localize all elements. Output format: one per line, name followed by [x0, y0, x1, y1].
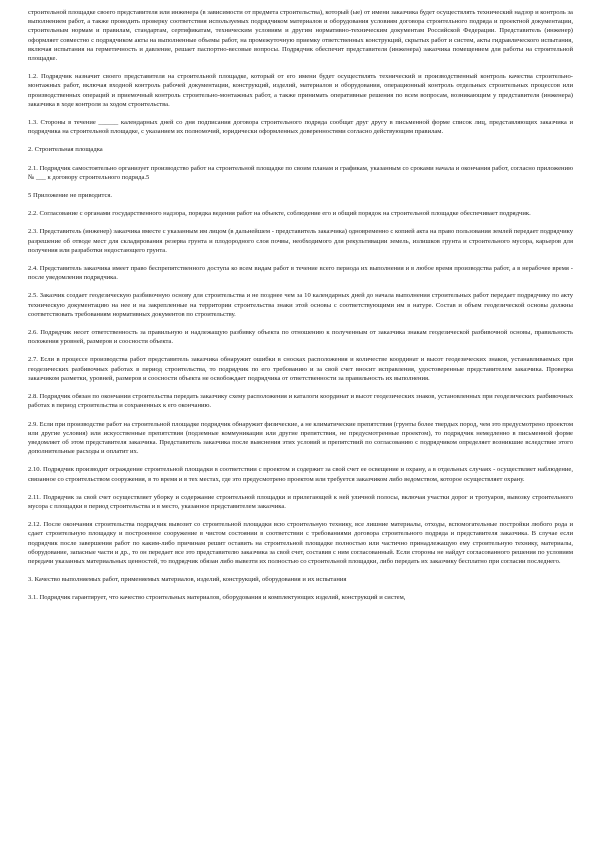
- paragraph-2-2: 2.2. Согласование с органами государственного надзора, порядка ведения работ на объекте, соблюдение его и общий порядок на строительной площадке обеспечивает подрядчик.: [28, 210, 531, 218]
- footnote-5: 5 Приложение не приводится.: [28, 192, 113, 200]
- paragraph-2-6: 2.6. Подрядчик несет ответственность за правильную и надлежащую разбивку объекта по отношению к полученным от заказчика знакам геодезической разбивочной основы, правильность положения уровней, размеров и соосности объекта.: [28, 329, 573, 346]
- section-2-heading: 2. Строительная площадка: [28, 146, 103, 154]
- paragraph-2-8: 2.8. Подрядчик обязан по окончании строительства передать заказчику схему расположения и каталоги координат и высот геодезических знаков, установленных при геодезических разбивочных работах в период строительства и сохраненных к его окончанию.: [28, 393, 573, 410]
- paragraph-1-3: 1.3. Стороны в течение ______ календарных дней со дня подписания договора строительного подряда сообщат друг другу в письменной форме список лиц, представляющих заказчика и подрядчика на строительной площадке, с указанием их полномочий, юридически оформленных доверенностями согласно действующим правилам.: [28, 119, 573, 136]
- paragraph-2-11: 2.11. Подрядчик за свой счет осуществляет уборку и содержание строительной площадки и прилегающей к ней уличной полосы, включая участки дорог и тротуаров, вывозку строительного мусора с площадки в период строительства и в место, указанное представителем заказчика.: [28, 493, 573, 510]
- document-page: [28, 8, 573, 612]
- intro-paragraph: строительной площадке своего представителя или инженера (в зависимости от предмета строительства), который (ые) от имени заказчика будет осуществлять технический надзор и контроль за выполнением работ, а также проводить проверку соответствия используемых подрядчиком материалов и оборудования условиям договора строительного подряда и проектной документации, строительным нормам и правилам, стандартам, сертификатам, техническим условиям и другим нормативно-техническим документам Российской Федерации. Представитель (инженер) оформляет совместно с подрядчиком акты на выполненные объемы работ, на промежуточную приемку ответственных конструкций, скрытых работ и систем, акты гидравлического испытания, включая испытания на герметичность и давление, решает паспортно-весовые вопросы. Подрядчик обеспечит представителя (инженера) заказчика помещением для работы на строительной площадке.: [28, 9, 573, 63]
- paragraph-2-10: 2.10. Подрядчик производит ограждение строительной площадки в соответствии с проектом и содержит за свой счет ее освещение и охрану, а в отдельных случаях - осуществляет наблюдение, связанное со строительством сооружения, в то время и в тех местах, где это предусмотрено проектом или требуется заказчиком либо ведомством, которое осуществляет охрану.: [28, 466, 573, 483]
- paragraph-2-3: 2.3. Представитель (инженер) заказчика вместе с указанным им лицом (в дальнейшем - представитель заказчика) одновременно с копией акта на право пользования землей передает подрядчику разрешение об отводе мест для складирования резерва грунта и плодородного слоя почвы, необходимого для рекультивации земель, излишков грунта и строительного мусора, карьеров для получения или разработки недостающего грунта.: [28, 228, 573, 254]
- paragraph-2-4: 2.4. Представитель заказчика имеет право беспрепятственного доступа ко всем видам работ в течение всего периода их выполнения и в любое время производства работ, а в нерабочее время - после уведомления подрядчика.: [28, 265, 573, 282]
- paragraph-2-1: 2.1. Подрядчик самостоятельно организует производство работ на строительной площадке по своим планам и графикам, указанным со сроками начала и окончания работ, согласно приложению № ___ к договору строительного подряда.5: [28, 164, 573, 181]
- paragraph-2-7: 2.7. Если в процессе производства работ представитель заказчика обнаружит ошибки в сносках расположения и количестве координат и высот геодезических знаков, устанавливаемых при геодезических разбивочных работах в период строительства, то подрядчик по его требованию и за свой счет вносит исправления, удостоверенные представителем заказчика. Проверка заказчиком разметки, уровней, размеров и соосности объекта не освобождает подрядчика от ответственности за правильность их выполнения.: [28, 356, 573, 382]
- paragraph-2-12: 2.12. После окончания строительства подрядчик вывозит со строительной площадки всю строительную технику, все лишние материалы, отходы, вспомогательные постройки любого рода и сдает строительную площадку и построенное сооружение в чистом состоянии в соответствии с требованиями договора строительного подряда и представителя заказчика. В случае если подрядчик после завершения работ по каким-либо причинам решит оставить на строительной площадке полностью или частично принадлежащую ему строительную технику, материалы, оборудование, запасные части и др., то он передает все это представителю заказчика за свой счет, составив с ним согласованный. Если стороны не найдут согласованного решения по условиям передачи указанных материальных ценностей, то подрядчик обязан либо вывезти их полностью со строительной площадки, либо передать их заказчику бесплатно при согласии последнего.: [28, 521, 573, 565]
- paragraph-2-5: 2.5. Заказчик создает геодезическую разбивочную основу для строительства и не позднее чем за 10 календарных дней до начала выполнения строительных работ передает подрядчику по акту техническую документацию на нее и на закрепленные на территории строительства знаки этой основы с соответствующими им в натуре. Состав и объем геодезической основы должны соответствовать требованиям нормативных документов по строительству.: [28, 292, 573, 318]
- section-3-heading: 3. Качество выполняемых работ, применяемых материалов, изделий, конструкций, оборудования и их испытания: [28, 576, 347, 584]
- paragraph-2-9: 2.9. Если при производстве работ на строительной площадке подрядчик обнаружит физические, а не климатические препятствия (грунты более твердых пород, чем это предусмотрено проектом или другие условия) или искусственные препятствия (подземные коммуникации или другие препятствия, не предусмотренные проектом), то подрядчик немедленно в письменной форме уведомляет об этом представителя заказчика. Представитель заказчика после выяснения этих условий и препятствий по согласованию с подрядчиком определяет возникшие вследствие этого дополнительные расходы и оплатит их.: [28, 420, 573, 456]
- paragraph-1-2: 1.2. Подрядчик назначит своего представителя на строительной площадке, который от его имени будет осуществлять технический и производственный контроль качества строительно-монтажных работ, включая входной контроль рабочей документации, конструкций, изделий, материалов и оборудования, операционный контроль отдельных строительных процессов или производственных операций и приемочный контроль строительно-монтажных работ, а также принимать оперативные решения по всем вопросам, возникающим у представителя (инженера) заказчика в ходе контроля за ходом строительства.: [28, 73, 573, 108]
- paragraph-3-1: 3.1. Подрядчик гарантирует, что качество строительных материалов, оборудования и комплектующих изделий, конструкций и систем,: [28, 594, 406, 602]
